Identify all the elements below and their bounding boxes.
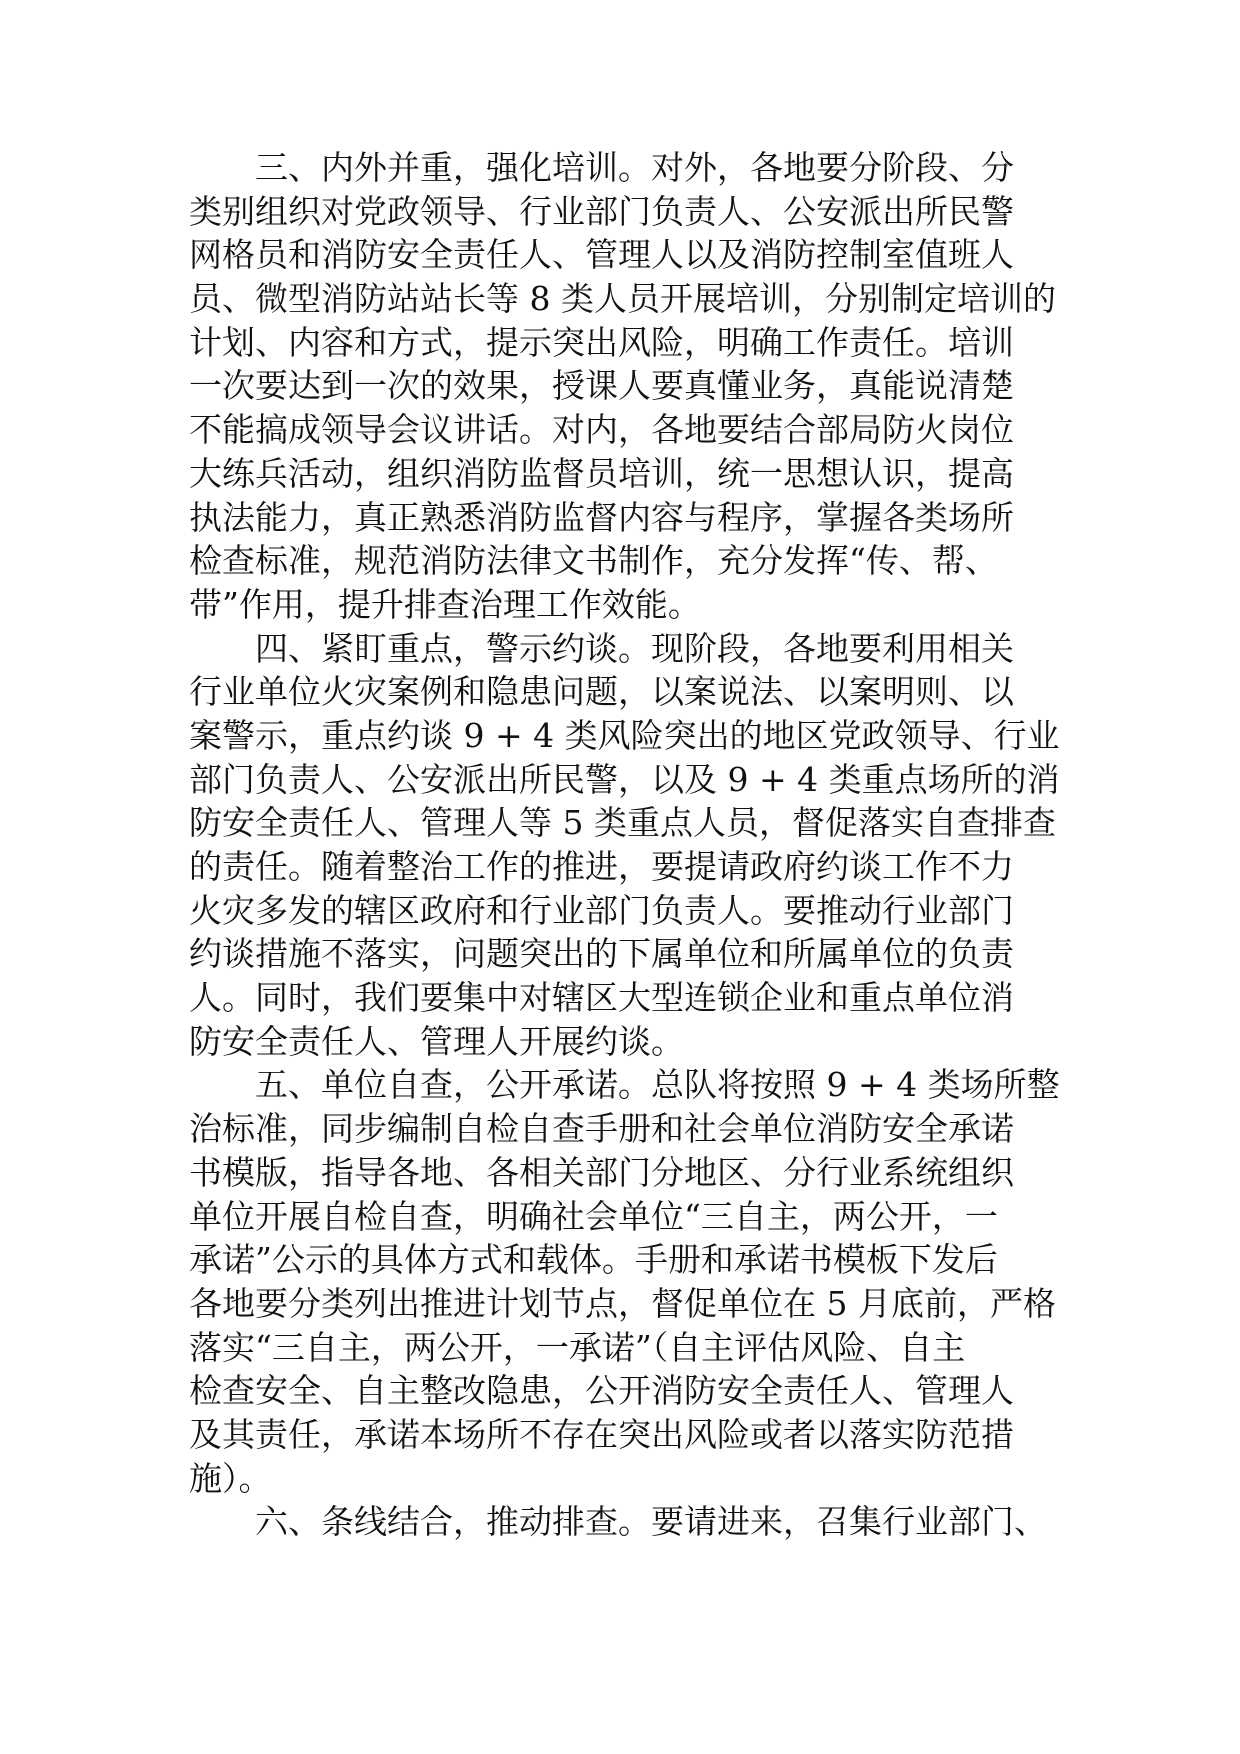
text-line: 施）。 — [189, 1458, 272, 1498]
text-line: 防安全责任人、管理人开展约谈。 — [189, 1021, 684, 1061]
text-line: 计划、内容和方式，提示突出风险，明确工作责任。培训 — [189, 322, 1014, 362]
text-line: 落实“三自主，两公开，一承诺”（自主评估风险、自主 — [189, 1327, 966, 1367]
body-text — [189, 146, 1069, 1544]
text-line: 五、单位自查，公开承诺。总队将按照 9 + 4 类场所整 — [255, 1065, 1060, 1105]
text-line: 承诺”公示的具体方式和载体。手册和承诺书模板下发后 — [189, 1240, 998, 1280]
text-line: 检查标准，规范消防法律文书制作，充分发挥“传、帮、 — [189, 541, 998, 581]
text-line: 火灾多发的辖区政府和行业部门负责人。要推动行业部门 — [189, 890, 1014, 930]
text-line: 约谈措施不落实，问题突出的下属单位和所属单位的负责 — [189, 934, 1014, 974]
text-line: 单位开展自检自查，明确社会单位“三自主，两公开，一 — [189, 1196, 998, 1236]
text-line: 的责任。随着整治工作的推进，要提请政府约谈工作不力 — [189, 847, 1014, 886]
text-line: 四、紧盯重点，警示约谈。现阶段，各地要利用相关 — [255, 628, 1014, 668]
text-line: 六、条线结合，推动排查。要请进来，召集行业部门、 — [255, 1502, 1047, 1542]
text-line: 不能搞成领导会议讲话。对内，各地要结合部局防火岗位 — [189, 410, 1014, 450]
text-line: 案警示，重点约谈 9 + 4 类风险突出的地区党政领导、行业 — [189, 715, 1060, 755]
text-line: 网格员和消防安全责任人、管理人以及消防控制室值班人 — [189, 235, 1014, 275]
text-line: 三、内外并重，强化培训。对外，各地要分阶段、分 — [255, 148, 1014, 187]
text-line: 员、微型消防站站长等 8 类人员开展培训，分别制定培训的 — [189, 279, 1056, 319]
text-line: 部门负责人、公安派出所民警，以及 9 + 4 类重点场所的消 — [189, 759, 1060, 799]
text-line: 防安全责任人、管理人等 5 类重点人员，督促落实自查排查 — [189, 803, 1056, 843]
text-line: 行业单位火灾案例和隐患问题，以案说法、以案明则、以 — [189, 672, 1014, 712]
text-line: 类别组织对党政领导、行业部门负责人、公安派出所民警 — [189, 191, 1014, 231]
text-line: 带”作用，提升排查治理工作效能。 — [189, 584, 701, 624]
text-line: 检查安全、自主整改隐患，公开消防安全责任人、管理人 — [189, 1371, 1014, 1411]
text-line: 一次要达到一次的效果，授课人要真懂业务，真能说清楚 — [189, 366, 1014, 406]
text-line: 各地要分类列出推进计划节点，督促单位在 5 月底前，严格 — [189, 1283, 1056, 1323]
text-line: 书模版，指导各地、各相关部门分地区、分行业系统组织 — [189, 1152, 1014, 1192]
text-line: 大练兵活动，组织消防监督员培训，统一思想认识，提高 — [189, 453, 1014, 493]
text-line: 及其责任，承诺本场所不存在突出风险或者以落实防范措 — [189, 1414, 1014, 1454]
text-line: 治标准，同步编制自检自查手册和社会单位消防安全承诺 — [189, 1109, 1014, 1149]
text-line: 人。同时，我们要集中对辖区大型连锁企业和重点单位消 — [189, 978, 1014, 1018]
text-line: 执法能力，真正熟悉消防监督内容与程序，掌握各类场所 — [189, 497, 1014, 537]
